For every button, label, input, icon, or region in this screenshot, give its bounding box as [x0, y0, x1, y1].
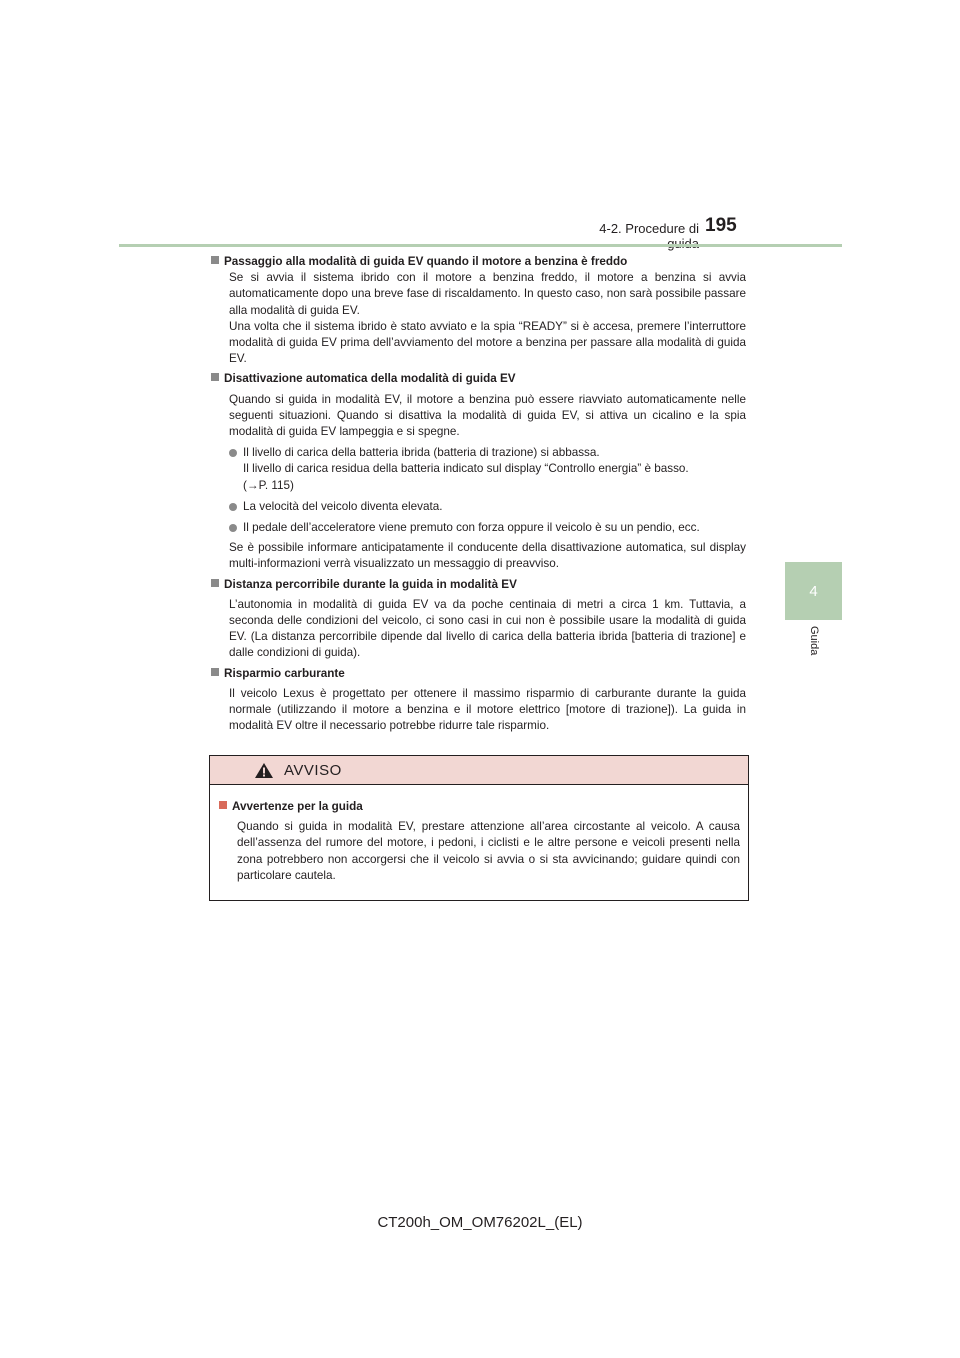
bullet-text: Il livello di carica residua della batteria indicato sul display “Controllo energia” è basso.	[243, 462, 689, 476]
square-bullet-icon	[211, 579, 219, 587]
section-fuel-saving	[210, 666, 746, 735]
circle-bullet-icon	[229, 449, 237, 457]
bullet-text: Il livello di carica della batteria ibrida (batteria di trazione) si abbassa.	[243, 446, 600, 460]
bullet-text: Il pedale dell’acceleratore viene premuto con forza oppure il veicolo è su un pendio, ecc.	[243, 521, 700, 535]
paragraph: L’autonomia in modalità di guida EV va da poche centinaia di metri a circa 1 km. Tuttavia, a seconda delle condizioni del veicolo, ci sono casi in cui non è possibile usare la modalità di guida EV. (La distanza percorribile dipende dal livello di carica della batteria ibrida [batteria di trazione] e dalle condizioni di guida).	[229, 597, 746, 660]
square-bullet-icon	[211, 256, 219, 264]
list-item	[229, 520, 746, 536]
section-heading: Passaggio alla modalità di guida EV quando il motore a benzina è freddo	[224, 255, 628, 268]
warning-text: Quando si guida in modalità EV, prestare attenzione all’area circostante al veicolo. A causa dell’assenza del rumore del motore, i pedoni, i ciclisti e le altre persone e veicoli presenti nella zona potrebbero non accorgersi che il veicolo si avvia o si sta avvicinando; guidare quindi con particolare cautela.	[237, 820, 740, 882]
header-divider	[119, 244, 842, 247]
square-bullet-icon	[211, 668, 219, 676]
list-item	[229, 445, 746, 494]
square-bullet-icon	[219, 801, 227, 809]
paragraph: Quando si guida in modalità EV, il motore a benzina può essere riavviato automaticamente nelle seguenti situazioni. Quando si disattiva la modalità di guida EV, si attiva un cicalino e la spia modalità di guida EV lampeggia e si spegne.	[229, 392, 746, 439]
section-title: 4-2. Procedure di	[599, 221, 699, 236]
list-item	[229, 499, 746, 515]
warning-triangle-icon	[254, 762, 274, 779]
warning-body	[210, 785, 748, 884]
paragraph: Il veicolo Lexus è progettato per ottenere il massimo risparmio di carburante durante la guida normale (utilizzando il motore a benzina e il motore elettrico [motore di trazione]). La guida in modalità EV oltre il necessario potrebbe ridurre tale risparmio.	[229, 686, 746, 733]
section-heading: Disattivazione automatica della modalità di guida EV	[224, 372, 516, 386]
section-ev-cold-engine	[210, 254, 746, 367]
circle-bullet-icon	[229, 524, 237, 532]
chapter-label: Guida	[808, 626, 820, 656]
warning-heading: Avvertenze per la guida	[232, 800, 363, 813]
warning-box	[209, 755, 749, 901]
section-ev-auto-off	[210, 371, 746, 572]
section-heading: Distanza percorribile durante la guida in modalità EV	[224, 577, 517, 591]
square-bullet-icon	[211, 373, 219, 381]
circle-bullet-icon	[229, 503, 237, 511]
page-reference: (→P. 115)	[243, 478, 294, 492]
paragraph: Una volta che il sistema ibrido è stato avviato e la spia “READY” si è accesa, premere l’interruttore modalità di guida EV prima dell’avviamento del motore a benzina per passare alla modalità di guida EV.	[229, 319, 746, 366]
section-heading: Risparmio carburante	[224, 666, 345, 680]
chapter-number: 4	[809, 582, 818, 600]
main-content	[210, 254, 746, 738]
paragraph: Se si avvia il sistema ibrido con il motore a benzina freddo, il motore a benzina si avvia automaticamente dopo una breve fase di riscaldamento. In questo caso, non sarà possibile passare alla modalità di guida EV.	[229, 271, 746, 317]
page-number: 195	[705, 215, 737, 236]
section-ev-range	[210, 577, 746, 662]
paragraph: Se è possibile informare anticipatamente il conducente della disattivazione automatica, sul display multi-informazioni verrà visualizzato un messaggio di preavviso.	[229, 541, 746, 571]
document-code: CT200h_OM_OM76202L_(EL)	[377, 1214, 583, 1231]
warning-title: AVVISO	[284, 761, 342, 779]
chapter-tab	[785, 562, 842, 620]
warning-header	[210, 756, 748, 785]
bullet-text: La velocità del veicolo diventa elevata.	[243, 499, 443, 513]
